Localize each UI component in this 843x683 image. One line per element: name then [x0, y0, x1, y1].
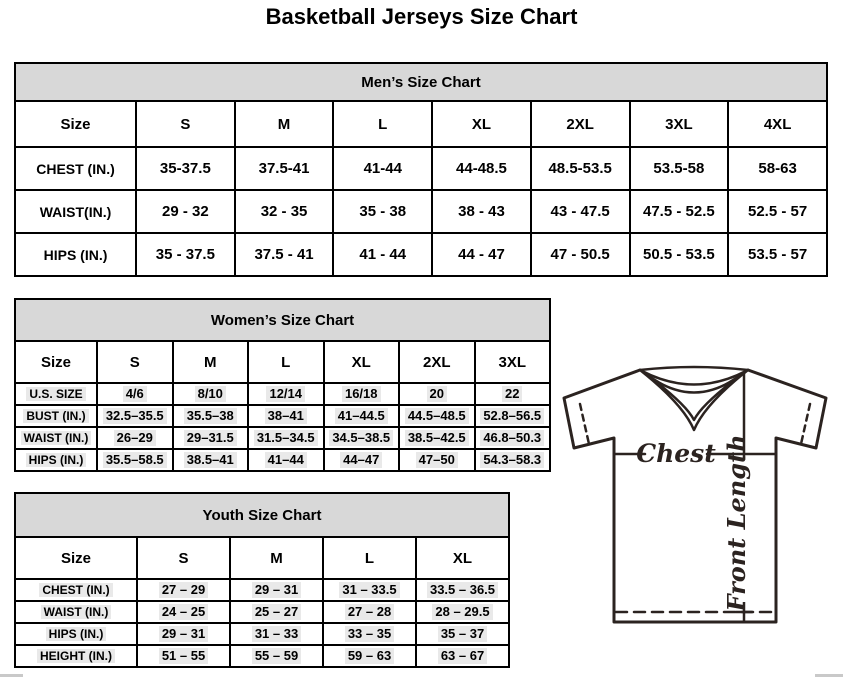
scrollbar-fragment-left: [0, 674, 23, 677]
womens-bust-l: [248, 405, 324, 427]
cell-text: 12/14: [266, 386, 305, 402]
womens-waist-s: [97, 427, 173, 449]
cell-text: 27 – 28: [345, 604, 394, 620]
womens-row-label-us-size: [15, 383, 97, 405]
youth-chest-l: [323, 579, 416, 601]
mens-hips-xl: 44 - 47: [432, 233, 531, 276]
cell-text: 22: [502, 386, 522, 402]
mens-col-header-xl: XL: [432, 101, 531, 147]
womens-hips-3xl: [475, 449, 551, 471]
womens-ussize-3xl: [475, 383, 551, 405]
cell-text: 41–44.5: [335, 408, 388, 424]
youth-height-row: [15, 645, 509, 667]
cell-text: 31 – 33.5: [339, 582, 399, 598]
cell-text: 27 – 29: [159, 582, 208, 598]
youth-waist-xl: [416, 601, 509, 623]
youth-row-label-height: [15, 645, 137, 667]
mens-chest-row: [15, 147, 827, 190]
womens-col-header-xl: XL: [324, 341, 400, 383]
youth-hips-l: [323, 623, 416, 645]
cell-text: 4/6: [123, 386, 147, 402]
cell-text: WAIST (IN.): [21, 431, 92, 445]
cell-text: 33 – 35: [345, 626, 394, 642]
youth-hips-xl: [416, 623, 509, 645]
womens-ussize-m: [173, 383, 249, 405]
youth-col-header-l: L: [323, 537, 416, 579]
womens-hips-row: [15, 449, 550, 471]
womens-row-label-hips: [15, 449, 97, 471]
mens-hips-2xl: 47 - 50.5: [531, 233, 630, 276]
mens-chest-xl: 44-48.5: [432, 147, 531, 190]
cell-text: HIPS (IN.): [46, 627, 107, 641]
mens-col-header-s: S: [136, 101, 235, 147]
mens-waist-l: 35 - 38: [333, 190, 432, 233]
mens-chest-m: 37.5-41: [235, 147, 334, 190]
youth-hips-row: [15, 623, 509, 645]
cell-text: WAIST (IN.): [41, 605, 112, 619]
womens-ussize-2xl: [399, 383, 475, 405]
womens-col-header-size: Size: [15, 341, 97, 383]
jersey-collar-top-arc: [640, 367, 748, 370]
jersey-measurement-diagram: [550, 356, 842, 678]
cell-text: 29–31.5: [184, 430, 237, 446]
womens-hips-xl: [324, 449, 400, 471]
mens-col-header-2xl: 2XL: [531, 101, 630, 147]
youth-col-header-m: M: [230, 537, 323, 579]
mens-waist-m: 32 - 35: [235, 190, 334, 233]
cell-text: 44.5–48.5: [405, 408, 469, 424]
mens-hips-4xl: 53.5 - 57: [728, 233, 827, 276]
mens-chest-s: 35-37.5: [136, 147, 235, 190]
womens-row-label-bust: [15, 405, 97, 427]
youth-row-label-waist: [15, 601, 137, 623]
womens-bust-3xl: [475, 405, 551, 427]
womens-size-chart-table: [14, 298, 551, 472]
mens-hips-3xl: 50.5 - 53.5: [630, 233, 729, 276]
mens-waist-4xl: 52.5 - 57: [728, 190, 827, 233]
youth-waist-row: [15, 601, 509, 623]
cell-text: BUST (IN.): [23, 409, 88, 423]
cell-text: U.S. SIZE: [26, 387, 85, 401]
womens-col-header-s: S: [97, 341, 173, 383]
youth-waist-l: [323, 601, 416, 623]
cell-text: 29 – 31: [252, 582, 301, 598]
womens-row-label-waist: [15, 427, 97, 449]
youth-hips-s: [137, 623, 230, 645]
womens-chart-title: Women’s Size Chart: [15, 299, 550, 341]
mens-col-header-size: Size: [15, 101, 136, 147]
front-length-label: Front Length: [722, 434, 751, 612]
left-cuff-dashed-line: [580, 404, 589, 444]
youth-chart-title: Youth Size Chart: [15, 493, 509, 537]
womens-waist-row: [15, 427, 550, 449]
cell-text: 26–29: [114, 430, 156, 446]
womens-col-header-m: M: [173, 341, 249, 383]
cell-text: 33.5 – 36.5: [427, 582, 498, 598]
cell-text: 38.5–41: [184, 452, 237, 468]
womens-col-header-3xl: 3XL: [475, 341, 551, 383]
right-cuff-dashed-line: [801, 404, 810, 444]
womens-waist-l: [248, 427, 324, 449]
mens-hips-s: 35 - 37.5: [136, 233, 235, 276]
youth-height-s: [137, 645, 230, 667]
cell-text: 55 – 59: [252, 648, 301, 664]
womens-waist-2xl: [399, 427, 475, 449]
youth-col-header-size: Size: [15, 537, 137, 579]
youth-waist-s: [137, 601, 230, 623]
womens-ussize-xl: [324, 383, 400, 405]
youth-col-header-xl: XL: [416, 537, 509, 579]
youth-chest-xl: [416, 579, 509, 601]
youth-chest-s: [137, 579, 230, 601]
cell-text: 51 – 55: [159, 648, 208, 664]
cell-text: 20: [427, 386, 447, 402]
cell-text: 16/18: [342, 386, 381, 402]
cell-text: 8/10: [195, 386, 226, 402]
mens-waist-3xl: 47.5 - 52.5: [630, 190, 729, 233]
mens-hips-row: [15, 233, 827, 276]
womens-hips-s: [97, 449, 173, 471]
cell-text: 47–50: [416, 452, 458, 468]
womens-hips-m: [173, 449, 249, 471]
mens-chart-title: Men’s Size Chart: [15, 63, 827, 101]
cell-text: 41–44: [265, 452, 307, 468]
youth-height-xl: [416, 645, 509, 667]
cell-text: 35 – 37: [438, 626, 487, 642]
mens-waist-xl: 38 - 43: [432, 190, 531, 233]
cell-text: 31.5–34.5: [254, 430, 318, 446]
womens-waist-3xl: [475, 427, 551, 449]
cell-text: 32.5–35.5: [103, 408, 167, 424]
mens-col-header-3xl: 3XL: [630, 101, 729, 147]
womens-waist-xl: [324, 427, 400, 449]
mens-row-label-waist: WAIST(IN.): [15, 190, 136, 233]
womens-hips-2xl: [399, 449, 475, 471]
youth-col-header-s: S: [137, 537, 230, 579]
mens-chest-l: 41-44: [333, 147, 432, 190]
cell-text: 59 – 63: [345, 648, 394, 664]
womens-bust-s: [97, 405, 173, 427]
womens-ussize-s: [97, 383, 173, 405]
cell-text: 63 – 67: [438, 648, 487, 664]
cell-text: CHEST (IN.): [39, 583, 112, 597]
mens-row-label-hips: HIPS (IN.): [15, 233, 136, 276]
mens-chest-3xl: 53.5-58: [630, 147, 729, 190]
cell-text: 54.3–58.3: [480, 452, 544, 468]
youth-hips-m: [230, 623, 323, 645]
womens-hips-l: [248, 449, 324, 471]
mens-waist-s: 29 - 32: [136, 190, 235, 233]
mens-col-header-l: L: [333, 101, 432, 147]
mens-hips-l: 41 - 44: [333, 233, 432, 276]
womens-bust-m: [173, 405, 249, 427]
mens-chest-4xl: 58-63: [728, 147, 827, 190]
youth-height-l: [323, 645, 416, 667]
womens-bust-row: [15, 405, 550, 427]
youth-row-label-chest: [15, 579, 137, 601]
jersey-collar-arc-2: [645, 373, 743, 393]
mens-hips-m: 37.5 - 41: [235, 233, 334, 276]
mens-col-header-m: M: [235, 101, 334, 147]
cell-text: 31 – 33: [252, 626, 301, 642]
youth-height-m: [230, 645, 323, 667]
mens-chest-2xl: 48.5-53.5: [531, 147, 630, 190]
youth-row-label-hips: [15, 623, 137, 645]
cell-text: 38.5–42.5: [405, 430, 469, 446]
cell-text: 44–47: [340, 452, 382, 468]
youth-waist-m: [230, 601, 323, 623]
cell-text: 52.8–56.5: [480, 408, 544, 424]
jersey-outline: [564, 370, 826, 622]
mens-waist-row: [15, 190, 827, 233]
cell-text: 24 – 25: [159, 604, 208, 620]
cell-text: 38–41: [265, 408, 307, 424]
cell-text: HIPS (IN.): [26, 453, 87, 467]
jersey-vneck-inner: [647, 375, 741, 420]
youth-chest-row: [15, 579, 509, 601]
womens-ussize-l: [248, 383, 324, 405]
page-title: Basketball Jerseys Size Chart: [265, 4, 578, 29]
youth-chest-m: [230, 579, 323, 601]
mens-waist-2xl: 43 - 47.5: [531, 190, 630, 233]
mens-size-chart-table: [14, 62, 828, 277]
womens-col-header-2xl: 2XL: [399, 341, 475, 383]
chest-label: Chest: [636, 439, 716, 468]
scrollbar-fragment-right: [815, 674, 843, 677]
womens-bust-2xl: [399, 405, 475, 427]
cell-text: 35.5–58.5: [103, 452, 167, 468]
womens-col-header-l: L: [248, 341, 324, 383]
cell-text: 34.5–38.5: [329, 430, 393, 446]
cell-text: HEIGHT (IN.): [37, 649, 115, 663]
youth-size-chart-table: [14, 492, 510, 668]
womens-bust-xl: [324, 405, 400, 427]
cell-text: 35.5–38: [184, 408, 237, 424]
cell-text: 29 – 31: [159, 626, 208, 642]
cell-text: 46.8–50.3: [480, 430, 544, 446]
womens-us-size-row: [15, 383, 550, 405]
cell-text: 28 – 29.5: [432, 604, 492, 620]
mens-row-label-chest: CHEST (IN.): [15, 147, 136, 190]
mens-col-header-4xl: 4XL: [728, 101, 827, 147]
womens-waist-m: [173, 427, 249, 449]
cell-text: 25 – 27: [252, 604, 301, 620]
